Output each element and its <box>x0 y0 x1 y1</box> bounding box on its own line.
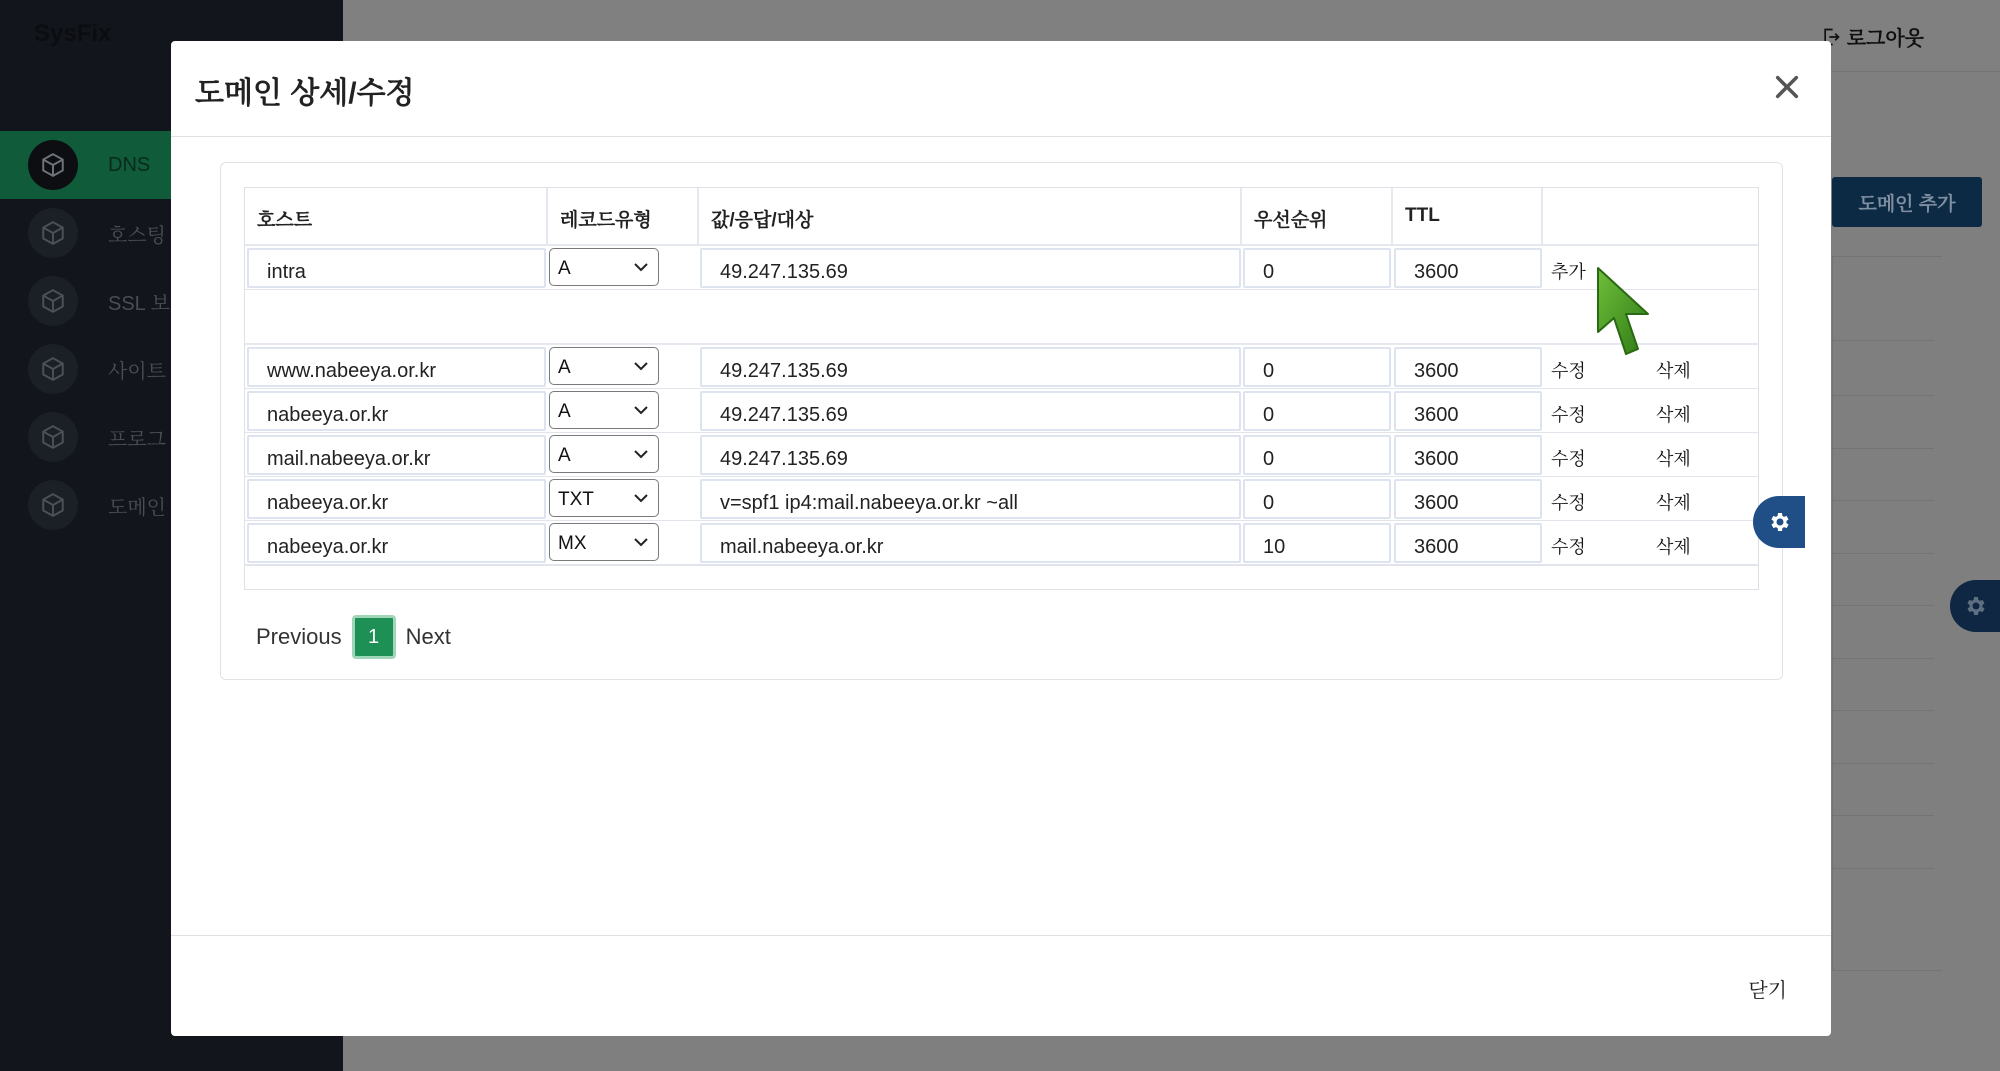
table-divider <box>1832 605 1934 606</box>
table-divider <box>1832 340 1934 341</box>
delete-record-button[interactable]: 삭제 <box>1656 361 1691 381</box>
table-divider <box>1832 553 1934 554</box>
edit-record-button[interactable]: 수정 <box>1551 449 1586 469</box>
ttl-input[interactable] <box>1394 347 1542 387</box>
value-input[interactable] <box>700 523 1241 563</box>
table-divider <box>1832 448 1934 449</box>
cube-icon <box>28 208 78 258</box>
select-value: MX <box>558 533 587 554</box>
modal-title: 도메인 상세/수정 <box>195 77 415 110</box>
footer-close-button[interactable]: 닫기 <box>1748 974 1787 1003</box>
modal-close-button[interactable] <box>1767 67 1807 107</box>
edit-record-button[interactable]: 수정 <box>1551 361 1586 381</box>
settings-tab[interactable] <box>1950 580 2000 632</box>
priority-input[interactable] <box>1243 523 1391 563</box>
chevron-down-icon <box>634 361 648 371</box>
chevron-down-icon <box>634 537 648 547</box>
ttl-input[interactable] <box>1394 479 1542 519</box>
pagination-next[interactable]: Next <box>405 624 451 649</box>
host-input[interactable] <box>247 479 546 519</box>
gear-icon <box>1767 510 1791 534</box>
sidebar-item-label: SSL 보 <box>108 292 170 315</box>
record-row <box>245 345 1758 389</box>
table-divider <box>1832 763 1934 764</box>
gear-icon <box>1963 594 1987 618</box>
modal-header <box>171 41 1831 137</box>
sidebar-item-label: 프로그 <box>108 428 166 451</box>
delete-record-button[interactable]: 삭제 <box>1656 537 1691 557</box>
sidebar-item-label: 호스팅 <box>108 224 166 247</box>
delete-record-button[interactable]: 삭제 <box>1656 449 1691 469</box>
table-bottom-rule <box>245 565 1758 566</box>
mouse-cursor-icon <box>1594 264 1654 364</box>
host-input[interactable] <box>247 391 546 431</box>
priority-input[interactable] <box>1243 391 1391 431</box>
cube-icon <box>28 412 78 462</box>
record-type-select[interactable] <box>549 435 659 473</box>
new-record-row <box>245 246 1758 290</box>
logout-label: 로그아웃 <box>1846 28 1924 50</box>
value-input[interactable] <box>700 248 1241 288</box>
close-icon <box>1773 73 1801 101</box>
delete-record-button[interactable]: 삭제 <box>1656 405 1691 425</box>
delete-record-button[interactable]: 삭제 <box>1656 493 1691 513</box>
cube-icon <box>28 344 78 394</box>
table-divider <box>1832 710 1934 711</box>
chevron-down-icon <box>634 262 648 272</box>
column-header-ttl: TTL <box>1393 188 1543 246</box>
value-input[interactable] <box>700 391 1241 431</box>
records-table <box>244 187 1759 590</box>
record-row <box>245 521 1758 565</box>
background-table <box>1832 256 1942 971</box>
ttl-input[interactable] <box>1394 523 1542 563</box>
value-input[interactable] <box>700 347 1241 387</box>
host-input[interactable] <box>247 347 546 387</box>
ttl-input[interactable] <box>1394 435 1542 475</box>
pagination-previous[interactable]: Previous <box>256 624 342 649</box>
table-divider <box>1832 658 1934 659</box>
table-divider <box>1832 868 1934 869</box>
records-panel <box>220 162 1783 680</box>
chevron-down-icon <box>634 449 648 459</box>
ttl-input[interactable] <box>1394 248 1542 288</box>
value-input[interactable] <box>700 479 1241 519</box>
pagination-current-page[interactable]: 1 <box>352 615 396 659</box>
add-record-button[interactable]: 추가 <box>1551 262 1586 282</box>
priority-input[interactable] <box>1243 347 1391 387</box>
priority-input[interactable] <box>1243 435 1391 475</box>
column-header-host: 호스트 <box>245 188 548 246</box>
sidebar-item-label: DNS <box>108 153 151 176</box>
edit-record-button[interactable]: 수정 <box>1551 493 1586 513</box>
column-header-actions <box>1543 188 1758 246</box>
column-header-priority: 우선순위 <box>1242 188 1393 246</box>
brand-logo: SysFix <box>34 20 112 47</box>
cube-icon <box>28 276 78 326</box>
domain-detail-modal <box>171 41 1831 1036</box>
cube-icon <box>28 140 78 190</box>
select-value: TXT <box>558 489 594 510</box>
modal-footer <box>171 935 1831 1036</box>
edit-record-button[interactable]: 수정 <box>1551 405 1586 425</box>
priority-input[interactable] <box>1243 248 1391 288</box>
table-divider <box>1832 500 1934 501</box>
spacer-row <box>245 290 1758 345</box>
chevron-down-icon <box>634 405 648 415</box>
pagination <box>256 615 451 659</box>
host-input[interactable] <box>247 435 546 475</box>
select-value: A <box>558 357 571 378</box>
column-header-value: 값/응답/대상 <box>699 188 1242 246</box>
host-input[interactable] <box>247 523 546 563</box>
add-domain-button[interactable]: 도메인 추가 <box>1832 177 1982 227</box>
record-row <box>245 433 1758 477</box>
record-type-select[interactable] <box>549 391 659 429</box>
settings-tab[interactable] <box>1753 496 1805 548</box>
record-row <box>245 389 1758 433</box>
select-value: A <box>558 258 571 279</box>
priority-input[interactable] <box>1243 479 1391 519</box>
select-value: A <box>558 401 571 422</box>
record-row <box>245 477 1758 521</box>
host-input[interactable] <box>247 248 546 288</box>
column-header-record-type: 레코드유형 <box>548 188 699 246</box>
table-divider <box>1832 815 1934 816</box>
record-type-select[interactable] <box>549 248 659 286</box>
table-divider <box>1832 395 1934 396</box>
chevron-down-icon <box>634 493 648 503</box>
cube-icon <box>28 480 78 530</box>
value-input[interactable] <box>700 435 1241 475</box>
logout-button[interactable] <box>1821 22 1924 51</box>
sidebar-item-label: 도메인 <box>108 496 166 519</box>
select-value: A <box>558 445 571 466</box>
ttl-input[interactable] <box>1394 391 1542 431</box>
record-type-select[interactable] <box>549 479 659 517</box>
record-type-select[interactable] <box>549 523 659 561</box>
sidebar-item-label: 사이트 <box>108 360 166 383</box>
edit-record-button[interactable]: 수정 <box>1551 537 1586 557</box>
record-type-select[interactable] <box>549 347 659 385</box>
